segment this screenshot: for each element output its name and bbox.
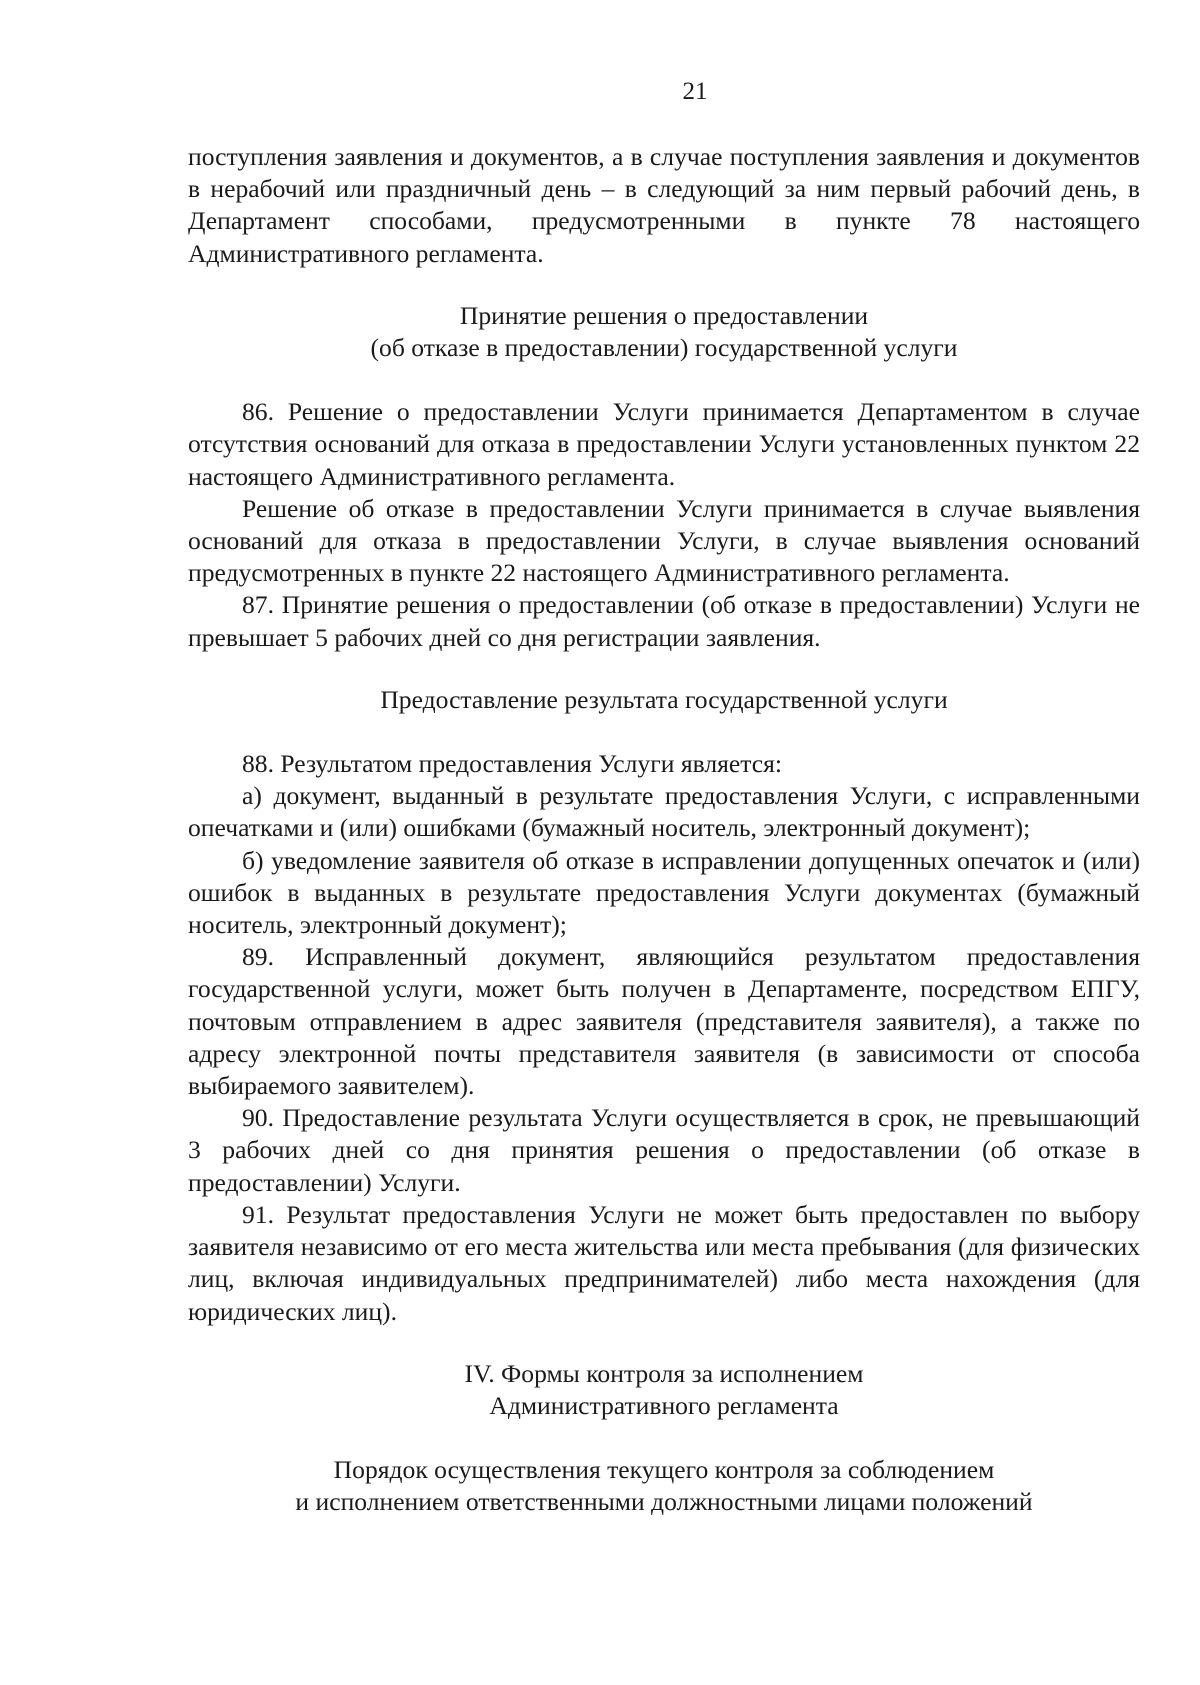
paragraph-88: 88. Результатом предоставления Услуги является: — [242, 749, 782, 779]
paragraph-continuation: поступления заявления и документов, а в случае поступления заявления и документов в нерабочий или праздничный день – в следующий за ним первый рабочий день, в Департамент способами, предусмотренными в пункте 78 настоящего Административного регламента. — [188, 142, 1140, 268]
heading-line: и исполнением ответственными должностными лицами положений — [295, 1487, 1033, 1517]
paragraph-88-a: а) документ, выданный в результате предоставления Услуги, с исправленными опечатками и (или) ошибками (бумажный носитель, электронный документ); — [188, 781, 1140, 843]
document-body — [188, 141, 1140, 1519]
heading-line: Административного регламента — [489, 1390, 839, 1420]
paragraph-86-refusal: Решение об отказе в предоставлении Услуги принимается в случае выявления оснований для отказа в предоставлении Услуги, в случае выявления оснований предусмотренных в пункте 22 настоящего Административного регламента. — [188, 493, 1140, 588]
paragraph-88-b: б) уведомление заявителя об отказе в исправлении допущенных опечаток и (или) ошибок в выданных в результате предоставления Услуги документах (бумажный носитель, электронный документ); — [188, 845, 1140, 940]
page-number: 21 — [682, 78, 708, 105]
paragraph-87: 87. Принятие решения о предоставлении (об отказе в предоставлении) Услуги не превышает 5 рабочих дней со дня регистрации заявления. — [188, 590, 1140, 652]
heading-line: Принятие решения о предоставлении — [459, 300, 869, 330]
chapter-heading-control — [188, 1358, 1140, 1422]
heading-line: Порядок осуществления текущего контроля за соблюдением — [333, 1455, 995, 1485]
heading-line: IV. Формы контроля за исполнением — [464, 1358, 864, 1388]
heading-line: (об отказе в предоставлении) государственной услуги — [370, 333, 958, 363]
paragraph-89: 89. Исправленный документ, являющийся результатом предоставления государственной услуги, может быть получен в Департаменте, посредством ЕПГУ, почтовым отправлением в адрес заявителя (представителя заявителя), а также по адресу электронной почты представителя заявителя (в зависимости от способа выбираемого заявителем). — [188, 942, 1140, 1101]
section-heading-result: Предоставление результата государственной услуги — [380, 684, 948, 714]
paragraph-86: 86. Решение о предоставлении Услуги принимается Департаментом в случае отсутствия оснований для отказа в предоставлении Услуги установленных пунктом 22 настоящего Административного регламента. — [188, 397, 1140, 491]
paragraph-91: 91. Результат предоставления Услуги не может быть предоставлен по выбору заявителя независимо от его места жительства или места пребывания (для физических лиц, включая индивидуальных предпринимателей) либо места нахождения (для юридических лиц). — [188, 1199, 1140, 1326]
section-heading-current-control — [188, 1454, 1140, 1518]
section-heading-decision — [188, 300, 1140, 364]
paragraph-90: 90. Предоставление результата Услуги осуществляется в срок, не превышающий 3 рабочих дней со дня принятия решения о предоставлении (об отказе в предоставлении) Услуги. — [188, 1103, 1140, 1197]
